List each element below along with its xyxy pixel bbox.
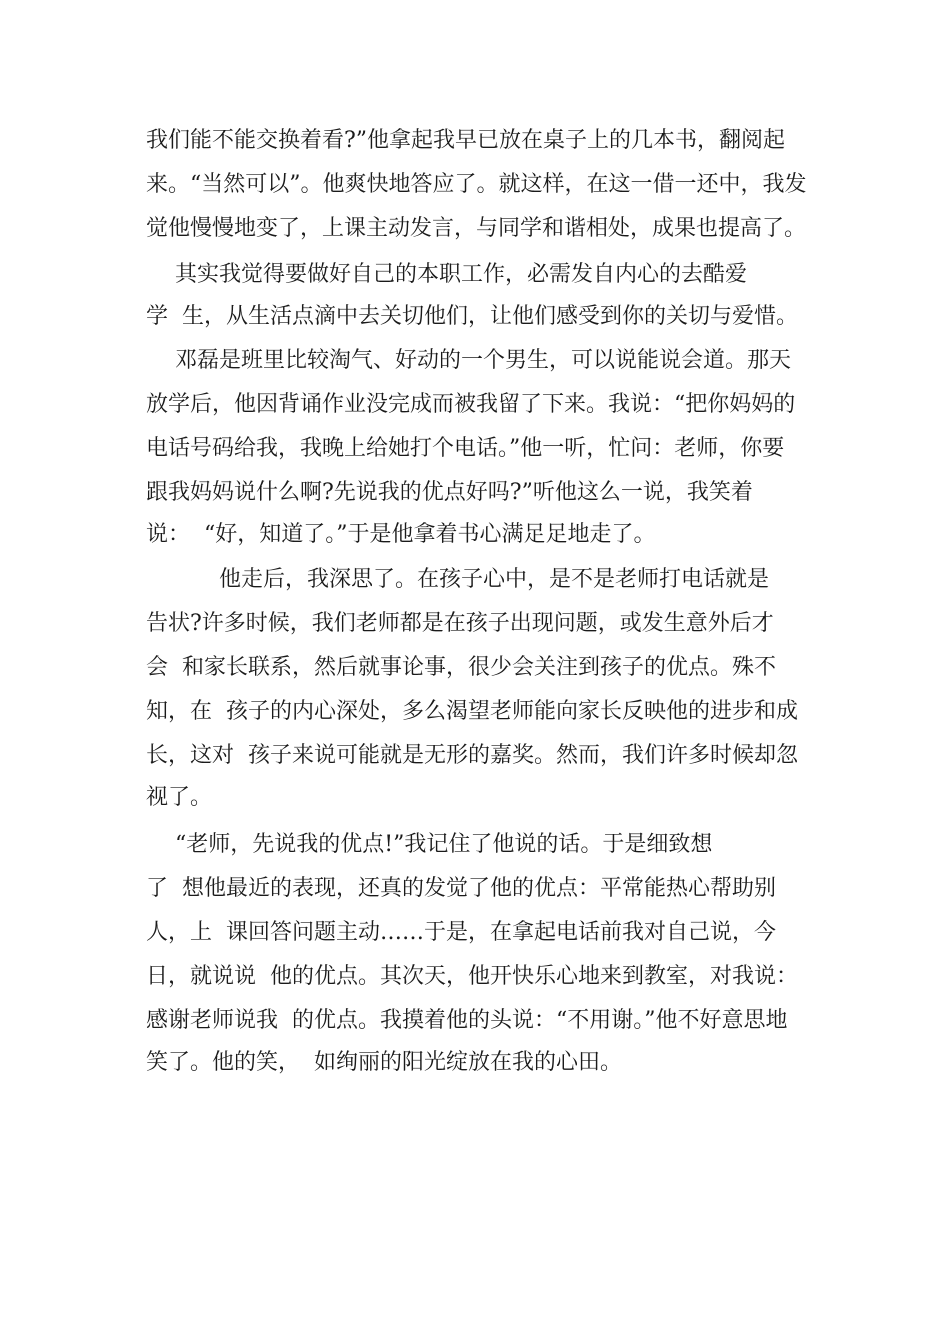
paragraph-5-line-4: 日，就说说 他的优点。其次天，他开快乐心地来到教室，对我说： bbox=[146, 964, 798, 989]
paragraph-5-line-2: 了 想他最近的表现，还真的发觉了他的优点：平常能热心帮助别 bbox=[146, 876, 776, 901]
paragraph-1-line-2: 来。“当然可以”。他爽快地答应了。就这样，在这一借一还中，我发 bbox=[146, 172, 807, 197]
paragraph-3-line-2: 放学后，他因背诵作业没完成而被我留了下来。我说：“把你妈妈的 bbox=[146, 392, 796, 417]
paragraph-4-line-5: 长，这对 孩子来说可能就是无形的嘉奖。然而，我们许多时候却忽 bbox=[146, 743, 798, 768]
paragraph-3-line-1: 邓磊是班里比较淘气、好动的一个男生，可以说能说会道。那天 bbox=[146, 348, 791, 373]
paragraph-2-line-1: 其实我觉得要做好自己的本职工作，必需发自内心的去酷爱 bbox=[146, 262, 747, 287]
paragraph-5-line-1: “老师，先说我的优点!”我记住了他说的话。于是细致想 bbox=[146, 832, 713, 857]
paragraph-4-line-4: 知，在 孩子的内心深处，多么渴望老师能向家长反映他的进步和成 bbox=[146, 699, 798, 724]
paragraph-4-line-3: 会 和家长联系，然后就事论事，很少会关注到孩子的优点。殊不 bbox=[146, 655, 776, 680]
paragraph-4-line-2: 告状?许多时候，我们老师都是在孩子出现问题，或发生意外后才 bbox=[146, 611, 774, 636]
paragraph-3-line-5: 说： “好，知道了。”于是他拿着书心满足足地走了。 bbox=[146, 522, 656, 547]
paragraph-2-line-2: 学 生，从生活点滴中去关切他们，让他们感受到你的关切与爱惜。 bbox=[146, 304, 798, 329]
paragraph-1-line-1: 我们能不能交换着看?”他拿起我早已放在桌子上的几本书，翻阅起 bbox=[146, 128, 786, 153]
paragraph-5-line-5: 感谢老师说我 的优点。我摸着他的头说：“不用谢。”他不好意思地 bbox=[146, 1008, 788, 1033]
paragraph-1-line-3: 觉他慢慢地变了，上课主动发言，与同学和谐相处，成果也提高了。 bbox=[146, 216, 807, 241]
paragraph-4-line-1: 他走后，我深思了。在孩子心中，是不是老师打电话就是 bbox=[146, 567, 769, 592]
paragraph-4-line-6: 视了。 bbox=[146, 785, 213, 810]
paragraph-5-line-3: 人，上 课回答问题主动……于是，在拿起电话前我对自己说，今 bbox=[146, 920, 776, 945]
paragraph-5-line-6: 笑了。他的笑， 如绚丽的阳光绽放在我的心田。 bbox=[146, 1050, 622, 1075]
paragraph-3-line-3: 电话号码给我，我晚上给她打个电话。”他一听，忙问：老师，你要 bbox=[146, 436, 785, 461]
paragraph-3-line-4: 跟我妈妈说什么啊?先说我的优点好吗?”听他这么一说，我笑着 bbox=[146, 480, 753, 505]
